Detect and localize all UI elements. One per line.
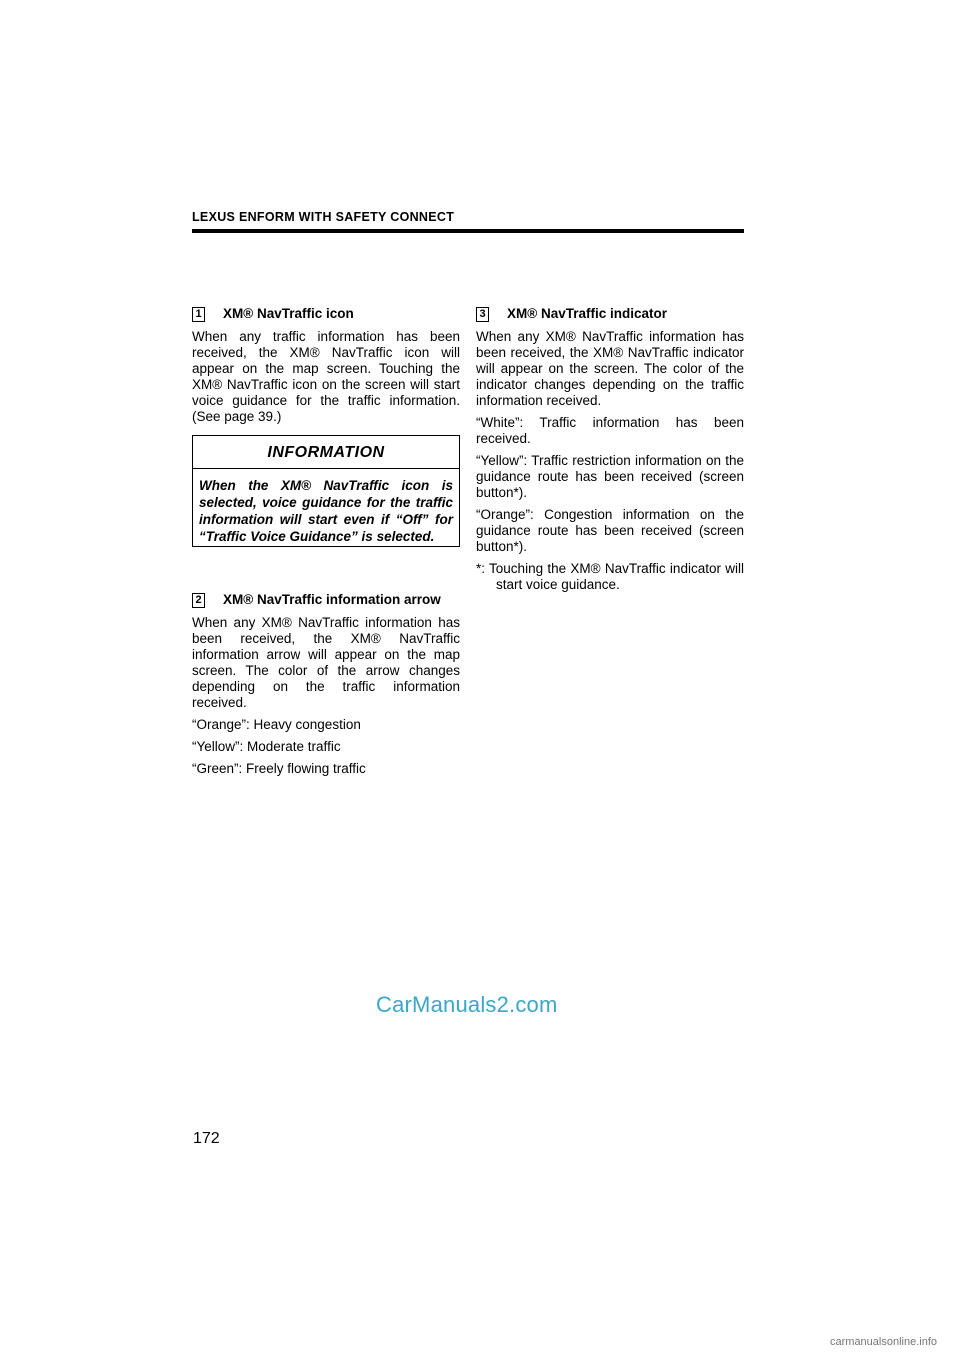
footer-watermark: carmanualsonline.info — [830, 1336, 938, 1348]
section-1-body: When any traffic information has been received, the XM® NavTraffic icon will appear on the map screen. Touching the XM® NavTraffic icon on the screen will start voice guidance for the traffic information. (See page 39.) — [192, 329, 460, 424]
arrow-green: “Green”: Freely flowing traffic — [192, 761, 366, 776]
arrow-orange: “Orange”: Heavy congestion — [192, 717, 361, 732]
watermark-logo: CarManuals2.com — [376, 992, 558, 1017]
indicator-yellow: “Yellow”: Traffic restriction information on the guidance route has been received (screen button*). — [476, 453, 744, 500]
section-2-body: When any XM® NavTraffic information has been received, the XM® NavTraffic information arrow will appear on the map screen. The color of the arrow changes depending on the traffic information received. — [192, 615, 460, 710]
section-1-heading — [192, 305, 460, 323]
section-2-heading — [192, 591, 460, 609]
indicator-white: “White”: Traffic information has been received. — [476, 415, 744, 446]
information-title: INFORMATION — [193, 436, 459, 469]
section-2-number: 2 — [192, 593, 205, 608]
section-3-body: When any XM® NavTraffic information has been received, the XM® NavTraffic indicator will appear on the screen. The color of the indicator changes depending on the traffic information received. — [476, 329, 744, 408]
section-1-number: 1 — [192, 307, 205, 322]
left-column — [192, 305, 460, 783]
header-title: LEXUS ENFORM WITH SAFETY CONNECT — [192, 210, 455, 224]
footnote: *: Touching the XM® NavTraffic indicator will start voice guidance. — [476, 561, 744, 592]
information-box — [192, 435, 460, 547]
section-3-heading — [476, 305, 744, 323]
arrow-yellow: “Yellow”: Moderate traffic — [192, 739, 341, 754]
section-1-title: XM® NavTraffic icon — [223, 306, 354, 321]
indicator-orange: “Orange”: Congestion information on the guidance route has been received (screen button*). — [476, 507, 744, 554]
page-number: 172 — [193, 1130, 220, 1147]
section-3-number: 3 — [476, 307, 489, 322]
section-3-title: XM® NavTraffic indicator — [507, 306, 667, 321]
section-2-title: XM® NavTraffic information arrow — [223, 592, 441, 607]
page-header — [192, 208, 744, 233]
right-column — [476, 305, 744, 599]
information-text: When the XM® NavTraffic icon is selected, voice guidance for the traffic information will start even if “Off” for “Traffic Voice Guidance” is selected. — [199, 478, 453, 544]
